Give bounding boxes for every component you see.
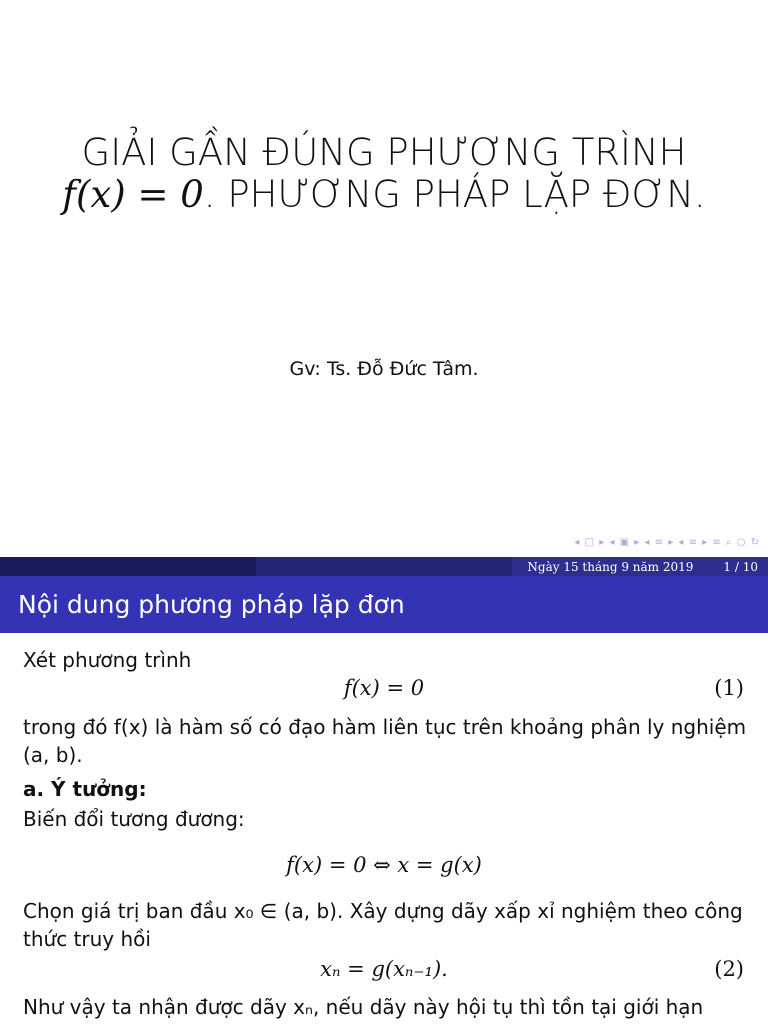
footer-page-number: 1 / 10 — [723, 559, 758, 574]
paragraph-consider-equation: Xét phương trình — [23, 648, 192, 672]
frame-title: Nội dung phương pháp lặp đơn — [0, 576, 768, 633]
footer-date: Ngày 15 tháng 9 năm 2019 — [527, 559, 694, 574]
equation-2-content: xₙ = g(xₙ₋₁). — [320, 957, 448, 981]
footer-middle-segment — [256, 557, 512, 576]
paragraph-equivalent-transform: Biến đổi tương đương: — [23, 807, 245, 831]
presentation-title — [0, 132, 768, 216]
title-line-2 — [0, 174, 768, 216]
paragraph-where-line-1: trong đó f(x) là hàm số có đạo hàm liên tục trên khoảng phân ly nghiệm — [23, 715, 747, 739]
footer-left-segment — [0, 557, 256, 576]
content-slide — [0, 576, 768, 1024]
title-line-1: GIẢI GẦN ĐÚNG PHƯƠNG TRÌNH — [81, 131, 687, 174]
paragraph-choose-initial-line-1: Chọn giá trị ban đầu x₀ ∈ (a, b). Xây dựng dãy xấp xỉ nghiệm theo công — [23, 899, 743, 923]
equation-equivalence-content: f(x) = 0 ⇔ x = g(x) — [286, 853, 482, 877]
equation-1-number: (1) — [714, 676, 744, 700]
equation-2-number: (2) — [714, 957, 744, 981]
title-equation: f(x) = 0 — [62, 173, 204, 216]
beamer-navigation-symbols[interactable]: ◂ □ ▸ ◂ ▣ ▸ ◂ ≡ ▸ ◂ ≡ ▸ ≡ ⌕ ○ ↻ — [574, 537, 760, 548]
equation-1-content: f(x) = 0 — [343, 676, 425, 700]
paragraph-sequence-limit: Như vậy ta nhận được dãy xₙ, nếu dãy này hội tụ thì tồn tại giới hạn — [23, 995, 704, 1019]
title-line-2-text: . PHƯƠNG PHÁP LẶP ĐƠN. — [203, 173, 706, 216]
section-heading-idea: a. Ý tưởng: — [23, 777, 147, 801]
paragraph-where-line-2: (a, b). — [23, 743, 83, 767]
author-line: Gv: Ts. Đỗ Đức Tâm. — [289, 358, 479, 380]
slide-footer — [0, 557, 768, 576]
footer-right-segment — [512, 557, 768, 576]
paragraph-choose-initial-line-2: thức truy hồi — [23, 927, 151, 951]
